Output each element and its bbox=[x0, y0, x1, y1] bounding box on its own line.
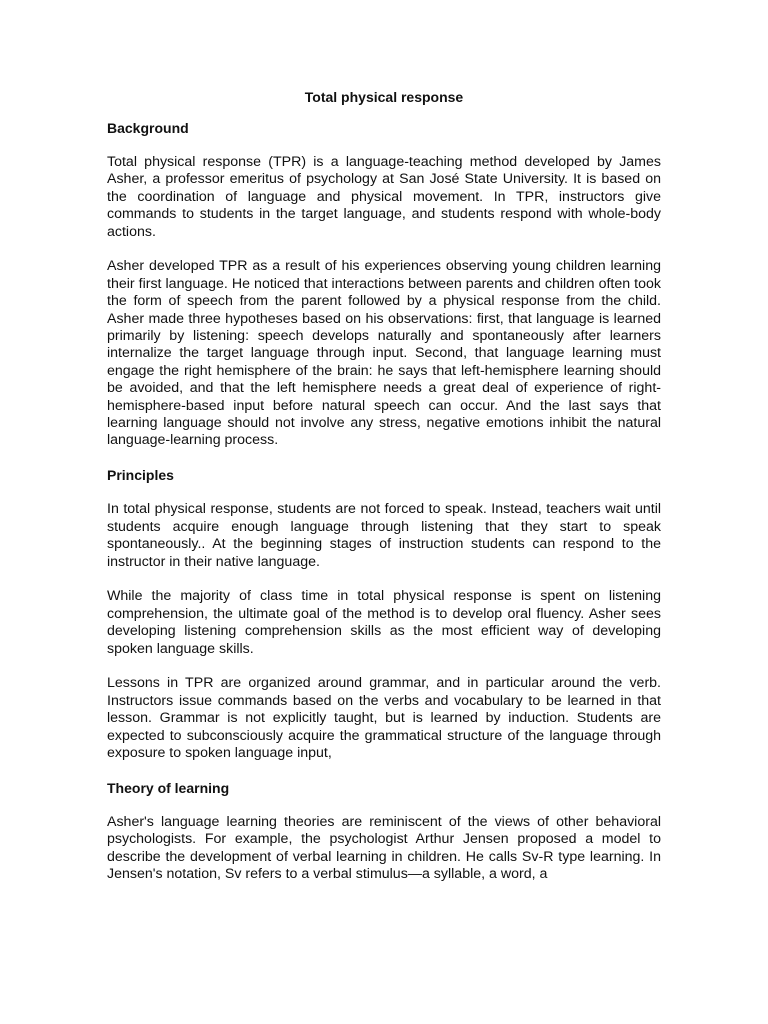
section-principles bbox=[107, 467, 661, 762]
paragraph: Asher developed TPR as a result of his experiences observing young children learning their first language. He noticed that interactions between parents and children often took the form of speech from the parent followed by a physical response from the child. Asher made three hypotheses based on his observations: first, that language is learned primarily by listening: speech develops naturally and spontaneously after learners internalize the target language through input. Second, that language learning must engage the right hemisphere of the brain: he says that left-hemisphere learning should be avoided, and that the left hemisphere needs a great deal of experience of right-hemisphere-based input before natural speech can occur. And the last says that learning language should not involve any stress, negative emotions inhibit the natural language-learning process. bbox=[107, 258, 661, 449]
section-theory-of-learning bbox=[107, 780, 661, 884]
section-heading-background: Background bbox=[107, 120, 189, 136]
section-background bbox=[107, 120, 661, 450]
paragraph: Lessons in TPR are organized around grammar, and in particular around the verb. Instructors issue commands based on the verbs and vocabulary to be learned in that lesson. Grammar is not explicitly taught, but is learned by induction. Students are expected to subconsciously acquire the grammatical structure of the language through exposure to spoken language input, bbox=[107, 675, 661, 761]
paragraph: While the majority of class time in total physical response is spent on listening comprehension, the ultimate goal of the method is to develop oral fluency. Asher sees developing listening comprehension skills as the most efficient way of developing spoken language skills. bbox=[107, 588, 661, 657]
paragraph: In total physical response, students are not forced to speak. Instead, teachers wait until students acquire enough language through listening that they start to speak spontaneously.. At the beginning stages of instruction students can respond to the instructor in their native language. bbox=[107, 501, 661, 570]
paragraph: Asher's language learning theories are reminiscent of the views of other behavioral psychologists. For example, the psychologist Arthur Jensen proposed a model to describe the development of verbal learning in children. He calls Sv-R type learning. In Jensen's notation, Sv refers to a verbal stimulus—a syllable, a word, a bbox=[107, 813, 661, 882]
section-heading-theory-of-learning: Theory of learning bbox=[107, 779, 230, 796]
section-heading-principles: Principles bbox=[107, 467, 174, 484]
paragraph: Total physical response (TPR) is a language-teaching method developed by James Asher, a professor emeritus of psychology at San José State University. It is based on the coordination of language and physical movement. In TPR, instructors give commands to students in the target language, and students respond with whole-body actions. bbox=[107, 154, 661, 240]
document-title: Total physical response bbox=[304, 89, 464, 105]
